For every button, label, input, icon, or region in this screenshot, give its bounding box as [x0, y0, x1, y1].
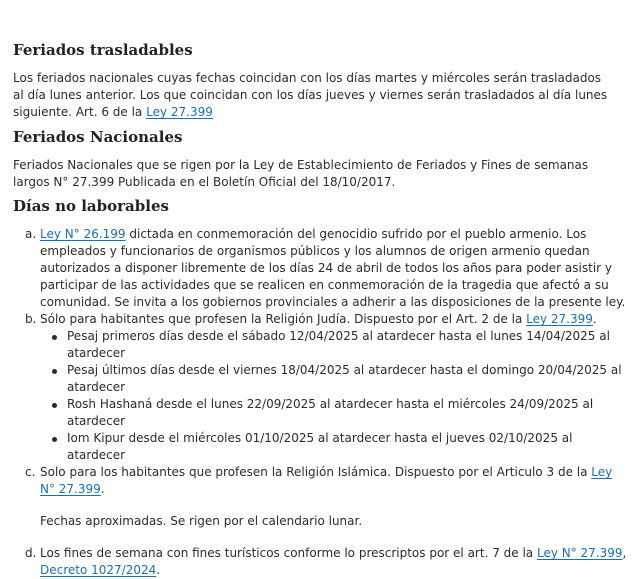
paragraph-feriados-trasladables — [13, 70, 613, 121]
item-text: dictada en conmemoración del genocidio sufrido por el pueblo armenio. Los empleados y funcionarios de organismos públicos y los alumnos de origen armenio quedan autorizados a disponer libremente de los días 24 de abril de todos los años para poder asistir y participar de las actividades que se realicen en conmemoración de la tragedia que afectó a su comunidad. Se invita a los gobiernos provinciales a adherir a las disposiciones de la presente ley. — [40, 227, 626, 309]
list-item-pesaj-primeros — [40, 328, 631, 362]
link-ley-26199[interactable]: Ley N° 26.199 — [40, 227, 126, 241]
bullet-text: Pesaj primeros días desde el sábado 12/04/2025 al atardecer hasta el lunes 14/04/2025 al atardecer — [67, 329, 610, 360]
list-item-pesaj-ultimos — [40, 362, 631, 396]
heading-feriados-nacionales: Feriados Nacionales — [13, 128, 183, 146]
item-text-end: . — [100, 482, 105, 496]
heading-feriados-trasladables: Feriados trasladables — [13, 41, 193, 59]
bullet-icon — [52, 403, 57, 408]
item-text: Los fines de semana con fines turísticos conforme lo prescriptos por el art. 7 de la — [40, 546, 537, 560]
heading-dias-no-laborables: Días no laborables — [13, 197, 169, 215]
note-fechas-aproximadas: Fechas aproximadas. Se rigen por el calendario lunar. — [40, 514, 363, 528]
fechas-judias-list — [40, 328, 631, 464]
list-marker: d. — [25, 546, 37, 560]
bullet-icon — [52, 335, 57, 340]
paragraph-feriados-nacionales: Feriados Nacionales que se rigen por la Ley de Establecimiento de Feriados y Fines de semanas largos N° 27.399 Publicada en el Boletín Oficial del 18/10/2017. — [13, 158, 589, 189]
item-text: Sólo para habitantes que profesen la Religión Judía. Dispuesto por el Art. 2 de la — [40, 312, 527, 326]
item-text-end: . — [592, 312, 597, 326]
bullet-text: Iom Kipur desde el miércoles 01/10/2025 al atardecer hasta el jueves 02/10/2025 al atardecer — [67, 431, 573, 462]
link-ley-n-27399[interactable]: Ley N° 27.399 — [536, 546, 623, 560]
list-item-iom-kipur — [40, 430, 631, 464]
link-ley-n-27399[interactable]: Ley N° 27.399 — [40, 465, 613, 496]
list-marker: a. — [25, 227, 37, 241]
list-marker: c. — [25, 465, 36, 479]
trasladables-text: Los feriados nacionales cuyas fechas coincidan con los días martes y miércoles serán trasladados al día lunes anterior. Los que coincidan con los días jueves y viernes serán trasladados al día lunes siguiente. Art. 6 de la — [13, 71, 608, 119]
list-item-religion-islamica — [13, 464, 631, 530]
bullet-text: Pesaj últimos días desde el viernes 18/04/2025 al atardecer hasta el domingo 20/04/2025 al atardecer — [67, 363, 622, 394]
list-item-armenio — [13, 226, 631, 311]
link-decreto-1027-2024[interactable]: Decreto 1027/2024 — [40, 563, 157, 577]
item-text-end: . — [156, 563, 161, 577]
link-ley-27399[interactable]: Ley 27.399 — [526, 312, 593, 326]
item-separator: , — [622, 546, 627, 560]
item-text: Solo para los habitantes que profesen la Religión Islámica. Dispuesto por el Articulo 3 de la — [40, 465, 592, 479]
list-item-fines-turisticos — [13, 545, 631, 579]
list-item-rosh-hashana — [40, 396, 631, 430]
bullet-icon — [52, 437, 57, 442]
list-item-religion-judia — [13, 311, 631, 464]
list-marker: b. — [25, 312, 37, 326]
no-laborables-list — [13, 226, 631, 579]
bullet-icon — [52, 369, 57, 374]
link-ley-27399[interactable]: Ley 27.399 — [146, 105, 213, 119]
bullet-text: Rosh Hashaná desde el lunes 22/09/2025 al atardecer hasta el miércoles 24/09/2025 al atardecer — [67, 397, 594, 428]
